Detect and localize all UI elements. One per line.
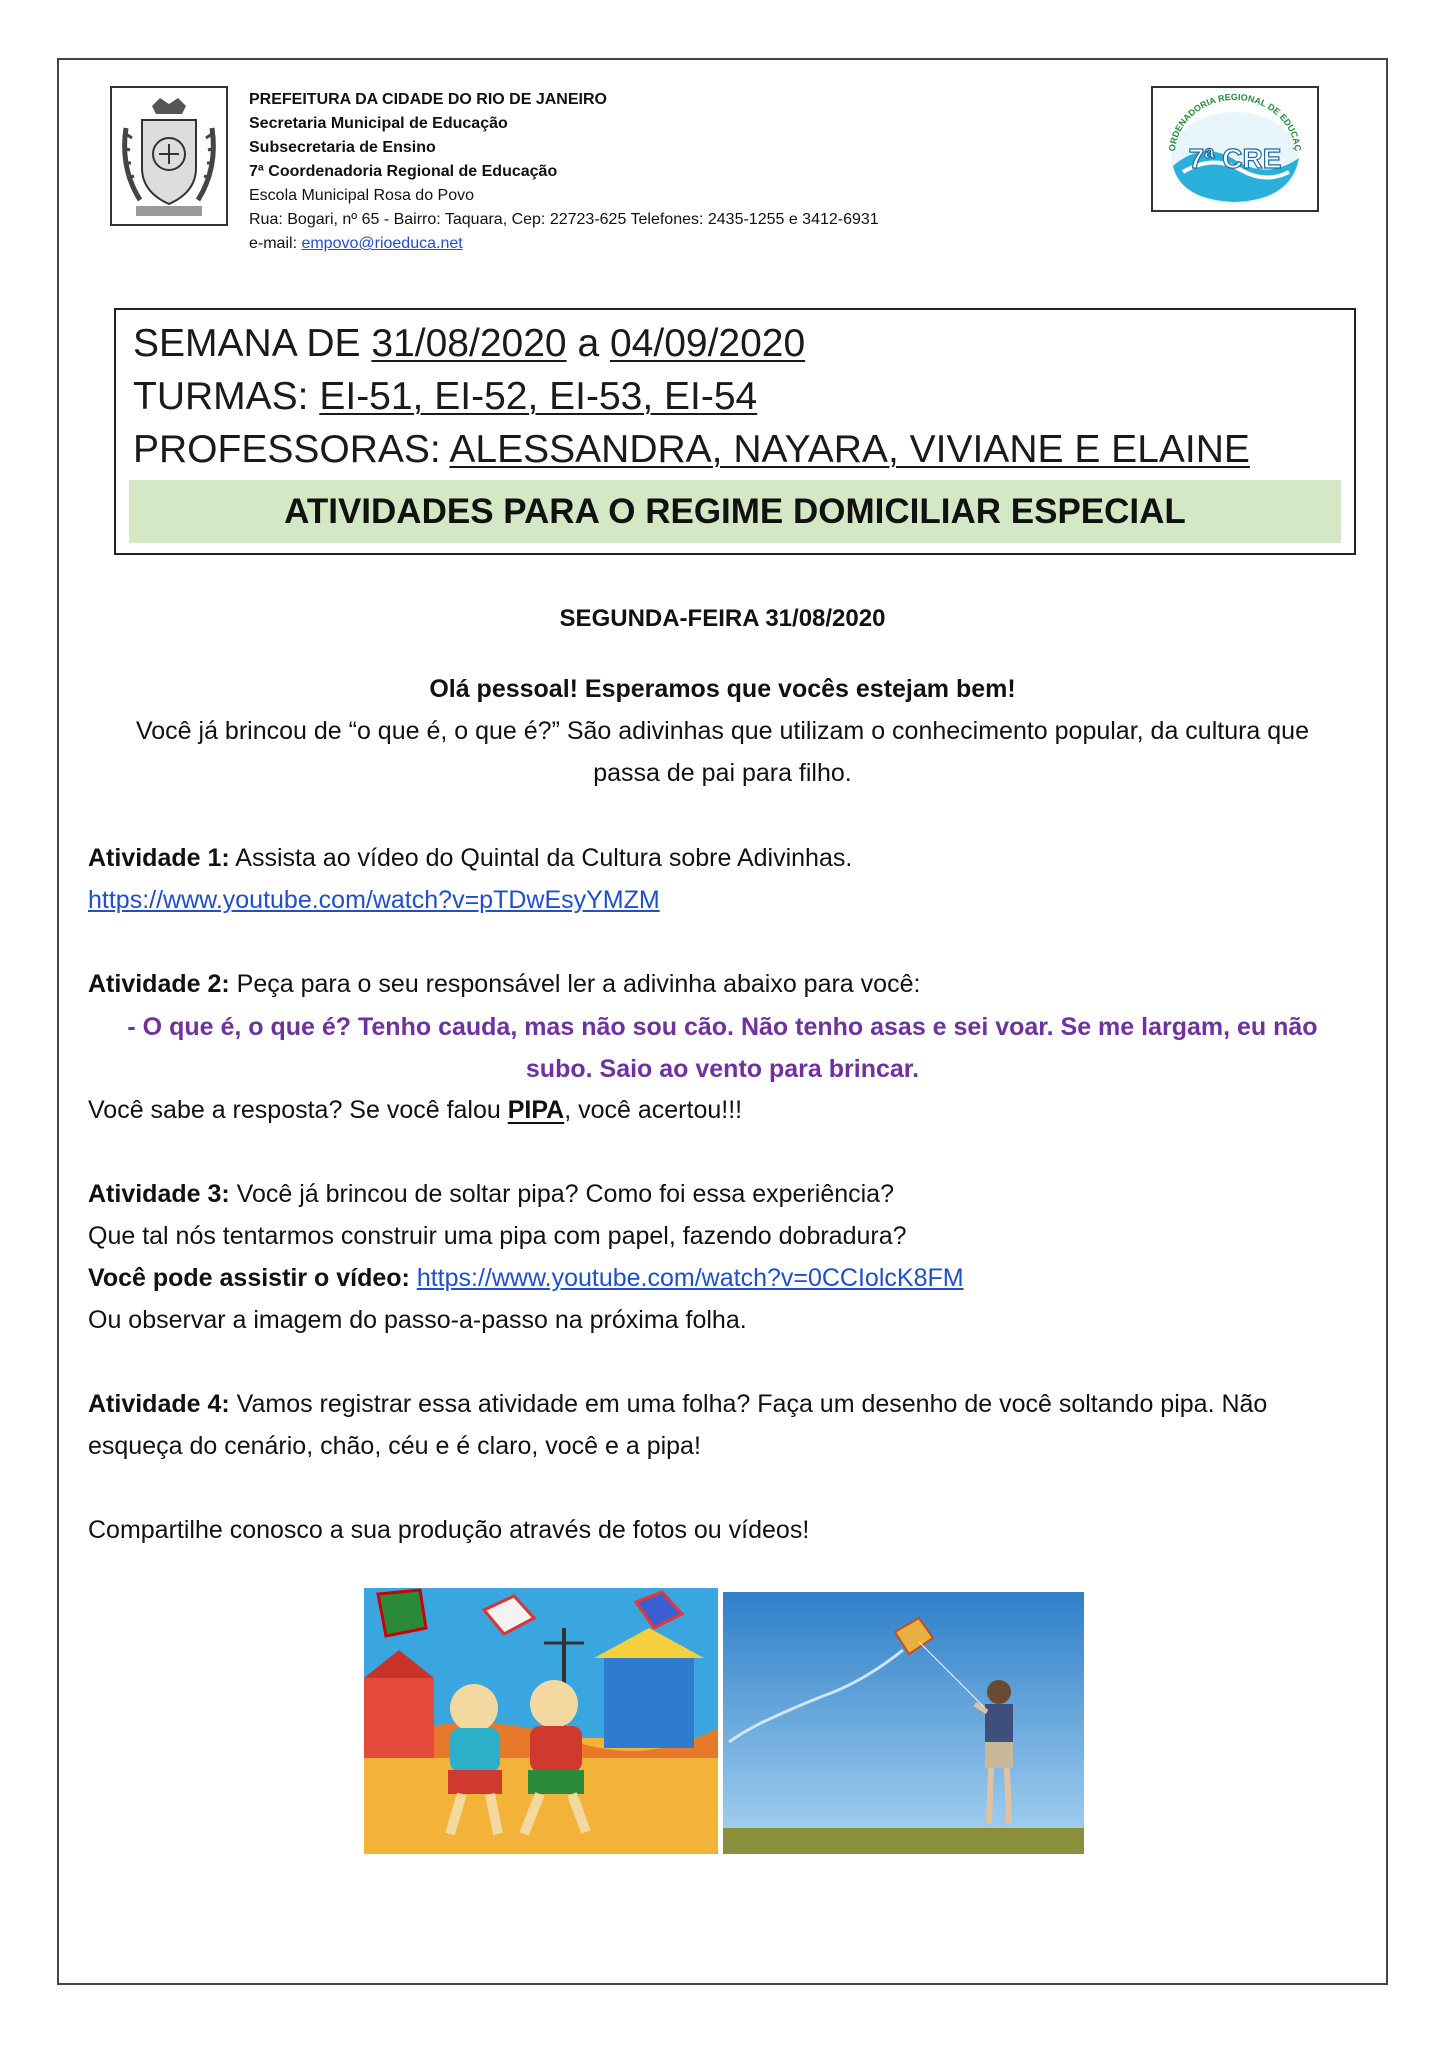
- header-line-5: Escola Municipal Rosa do Povo: [249, 187, 475, 204]
- activity-2: [88, 970, 920, 999]
- activity-2-text: Peça para o seu responsável ler a adivinha abaixo para você:: [229, 970, 921, 998]
- professoras-line: [133, 428, 1250, 472]
- activity-4-label: Atividade 4:: [88, 1390, 230, 1418]
- cre-logo-text: 7ª CRE: [1188, 143, 1282, 174]
- activity-3: [88, 1180, 894, 1209]
- week-line: [133, 322, 805, 366]
- activities-banner: [129, 480, 1341, 543]
- city-crest-logo: [110, 86, 228, 226]
- turmas-line: [133, 375, 757, 419]
- activity-3-line-2: Que tal nós tentarmos construir uma pipa com papel, fazendo dobradura?: [88, 1222, 907, 1250]
- professoras-label: PROFESSORAS:: [133, 428, 450, 471]
- school-header: [249, 88, 879, 256]
- activity-3-video-row: [88, 1264, 964, 1293]
- header-line-2: Secretaria Municipal de Educação: [249, 115, 508, 132]
- kite-photo-icon: [723, 1592, 1084, 1854]
- activity-3-video-label: Você pode assistir o vídeo:: [88, 1264, 410, 1292]
- riddle-line-1: - O que é, o que é? Tenho cauda, mas não sou cão. Não tenho asas e sei voar. Se me largam, eu não: [127, 1013, 1318, 1041]
- answer-line: [88, 1096, 742, 1125]
- activity-3-text: Você já brincou de soltar pipa? Como foi essa experiência?: [229, 1180, 894, 1208]
- activity-1-video-link[interactable]: https://www.youtube.com/watch?v=pTDwEsyYMZM: [88, 886, 660, 914]
- kids-kites-painting: [364, 1588, 718, 1854]
- email-label: e-mail:: [249, 235, 302, 252]
- activity-1: [88, 844, 852, 873]
- intro-line-2: passa de pai para filho.: [593, 759, 852, 787]
- cre-logo: [1151, 86, 1319, 212]
- boy-flying-kite-photo: [723, 1592, 1084, 1854]
- week-start: 31/08/2020: [371, 322, 567, 365]
- header-line-4: 7ª Coordenadoria Regional de Educação: [249, 163, 558, 180]
- activity-4: [88, 1390, 1267, 1419]
- crest-icon: [112, 88, 226, 224]
- activity-1-link-row: [88, 886, 660, 915]
- header-line-1: PREFEITURA DA CIDADE DO RIO DE JANEIRO: [249, 91, 607, 108]
- painting-icon: [364, 1588, 718, 1854]
- week-end: 04/09/2020: [609, 322, 806, 365]
- banner-title: ATIVIDADES PARA O REGIME DOMICILIAR ESPECIAL: [284, 491, 1186, 531]
- share-line: Compartilhe conosco a sua produção através de fotos ou vídeos!: [88, 1516, 810, 1544]
- turmas-value: EI-51, EI-52, EI-53, EI-54: [319, 375, 758, 418]
- cre-logo-icon: [1153, 88, 1317, 210]
- greeting: Olá pessoal! Esperamos que vocês estejam bem!: [429, 675, 1016, 703]
- riddle-line-2: subo. Saio ao vento para brincar.: [525, 1055, 920, 1083]
- activity-3-video-link[interactable]: https://www.youtube.com/watch?v=0CCIolcK8FM: [416, 1264, 964, 1292]
- activity-4-text: Vamos registrar essa atividade em uma folha? Faça um desenho de você soltando pipa. Não: [229, 1390, 1268, 1418]
- activity-3-line-4: Ou observar a imagem do passo-a-passo na próxima folha.: [88, 1306, 747, 1334]
- professoras-value: ALESSANDRA, NAYARA, VIVIANE E ELAINE: [449, 428, 1250, 471]
- turmas-label: TURMAS:: [133, 375, 320, 418]
- activity-3-label: Atividade 3:: [88, 1180, 230, 1208]
- week-a: a: [566, 322, 610, 365]
- header-email-row: [249, 232, 879, 256]
- activity-1-text: Assista ao vídeo do Quintal da Cultura sobre Adivinhas.: [229, 844, 853, 872]
- header-address: Rua: Bogari, nº 65 - Bairro: Taquara, Cep: 22723-625 Telefones: 2435-1255 e 3412-6931: [249, 211, 879, 228]
- semana-label: SEMANA DE: [133, 322, 372, 365]
- answer-word: PIPA: [507, 1096, 565, 1124]
- answer-pre: Você sabe a resposta? Se você falou: [88, 1096, 508, 1124]
- activity-4-line-2: esqueça do cenário, chão, céu e é claro, você e a pipa!: [88, 1432, 701, 1460]
- day-heading: SEGUNDA-FEIRA 31/08/2020: [559, 605, 886, 632]
- intro-line-1: Você já brincou de “o que é, o que é?” São adivinhas que utilizam o conhecimento popular, da cultura que: [135, 717, 1309, 745]
- activity-2-label: Atividade 2:: [88, 970, 230, 998]
- activity-1-label: Atividade 1:: [88, 844, 230, 872]
- header-line-3: Subsecretaria de Ensino: [249, 139, 436, 156]
- cre-arc-text: ORDENADORIA REGIONAL DE EDUCAÇ: [1167, 91, 1303, 152]
- answer-post: , você acertou!!!: [564, 1096, 743, 1124]
- email-link[interactable]: empovo@rioeduca.net: [301, 235, 463, 252]
